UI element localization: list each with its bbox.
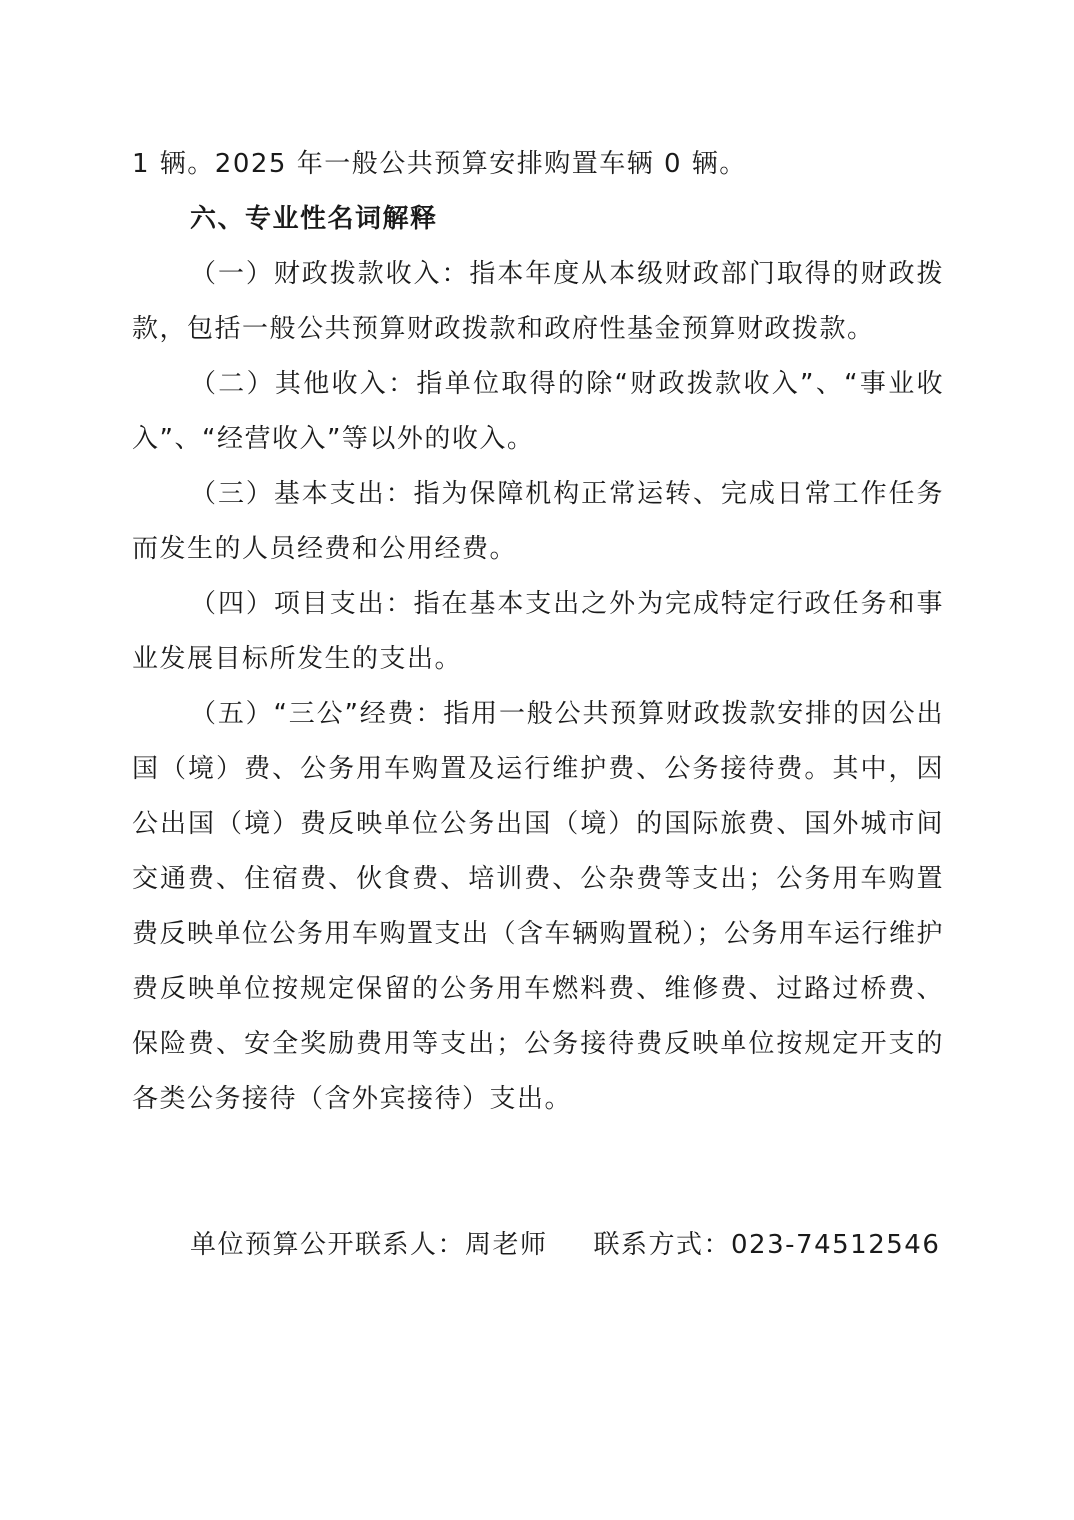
contact-method: 联系方式：023-74512546 [593,1230,941,1260]
intro-paragraph: 1 辆。2025 年一般公共预算安排购置车辆 0 辆。 [132,149,747,179]
term-paragraph-2: （二）其他收入：指单位取得的除“财政拨款收入”、“事业收入”、“经营收入”等以外的收入。 [132,369,944,454]
term-paragraph-1: （一）财政拨款收入：指本年度从本级财政部门取得的财政拨款，包括一般公共预算财政拨款和政府性基金预算财政拨款。 [132,259,944,344]
contact-line [190,1218,950,1273]
term-paragraph-5: （五）“三公”经费：指用一般公共预算财政拨款安排的因公出国（境）费、公务用车购置及运行维护费、公务接待费。其中，因公出国（境）费反映单位公务出国（境）的国际旅费、国外城市间交通费、住宿费、伙食费、培训费、公杂费等支出；公务用车购置费反映单位公务用车购置支出（含车辆购置税）；公务用车运行维护费反映单位按规定保留的公务用车燃料费、维修费、过路过桥费、保险费、安全奖励费用等支出；公务接待费反映单位按规定开支的各类公务接待（含外宾接待）支出。 [132,699,945,1114]
term-paragraph-3: （三）基本支出：指为保障机构正常运转、完成日常工作任务而发生的人员经费和公用经费。 [132,479,944,564]
contact-person: 单位预算公开联系人：周老师 [190,1230,548,1260]
section-heading: 六、专业性名词解释 [190,204,438,234]
term-paragraph-4: （四）项目支出：指在基本支出之外为完成特定行政任务和事业发展目标所发生的支出。 [132,589,944,674]
